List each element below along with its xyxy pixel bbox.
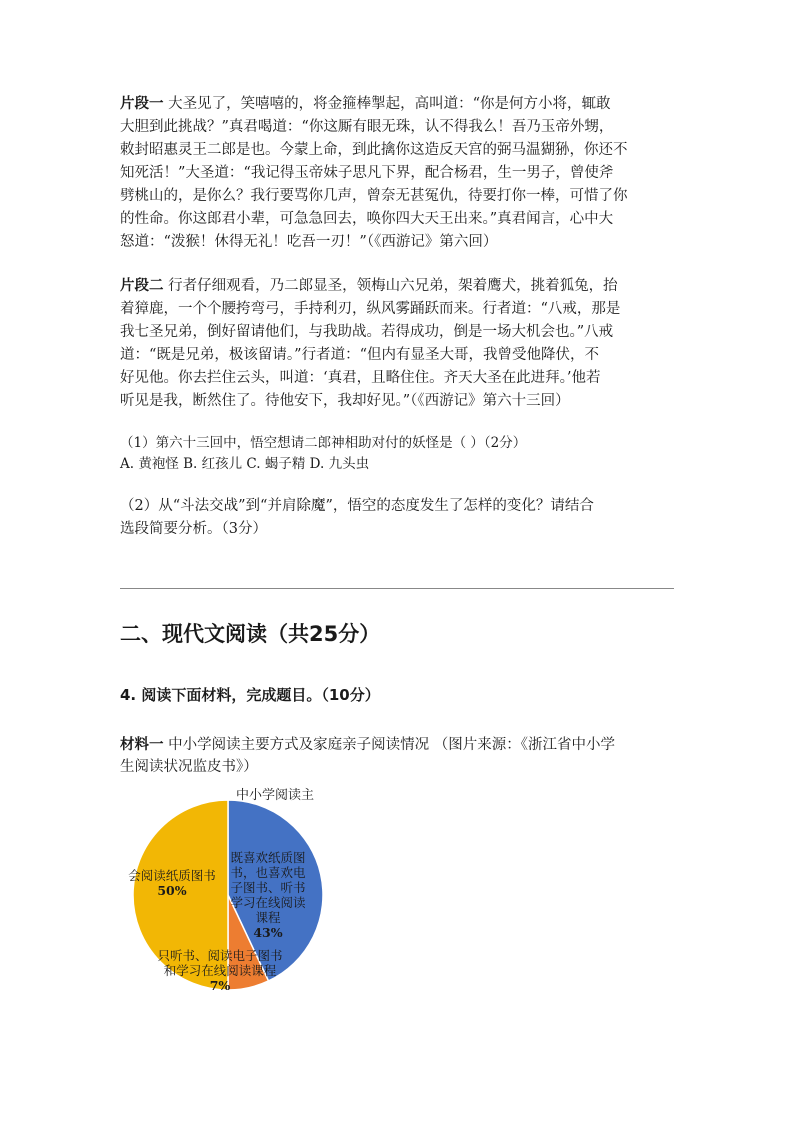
reading-passages [120,92,676,541]
fragment-one-label: 片段一 [120,95,164,112]
text-line: 怒道：“泼猴！休得无礼！吃吾一刃！”（《西游记》第六回） [120,234,498,250]
text-line: 知死活！”大圣道：“我记得玉帝妹子思凡下界，配合杨君，生一男子，曾使斧 [120,165,614,181]
text-line: 大圣见了，笑嘻嘻的，将金箍棒掣起，高叫道：“你是何方小将，辄敢 [163,96,611,112]
chart-title: 中小学阅读主 [236,788,315,803]
text-line: 好见他。你去拦住云头，叫道：‘真君，且略住住。齐天大圣在此进拜。’他若 [120,370,601,386]
fragment-two-label: 片段二 [120,277,164,294]
question-two [120,495,676,541]
question-one-stem: （1）第六十三回中，悟空想请二郎神相助对付的妖怪是（ ）（2分） [120,435,527,451]
text-line: 行者仔细观看，乃二郎显圣，领梅山六兄弟，架着鹰犬，挑着狐兔，抬 [163,278,618,294]
text-line: 劈桃山的，是你么？我行要骂你几声，曾奈无甚冤仇，待要打你一棒，可惜了你 [120,188,628,204]
reading-mode-pie-chart [110,800,350,1010]
question-one-options: A. 黄袍怪 B. 红孩儿 C. 蝎子精 D. 九头虫 [120,456,370,472]
text-line: 我七圣兄弟，倒好留请他们，与我助战。若得成功，倒是一场大机会也。”八戒 [120,324,614,340]
task-title: 4. 阅读下面材料，完成题目。（10分） [120,686,380,704]
text-line: 着獐鹿，一个个腰挎弯弓，手持利刃，纵风雾踊跃而来。行者道：“八戒，那是 [120,301,621,317]
text-line: 中小学阅读主要方式及家庭亲子阅读情况 （图片来源：《浙江省中小学 [163,737,615,753]
text-line: 听见是我，断然住了。待他安下，我却好见。”（《西游记》第六十三回） [120,393,570,409]
slice-label: 会阅读纸质图书 50% [128,868,216,898]
text-line: 道：“既是兄弟，极该留请。”行者道：“但内有显圣大哥，我曾受他降伏，不 [120,347,599,363]
material-one-label: 材料一 [120,736,164,753]
question-one [120,433,676,475]
text-line: 大胆到此挑战？”真君喝道：“你这厮有眼无珠，认不得我么！吾乃玉帝外甥， [120,119,614,135]
text-line: 的性命。你这郎君小辈，可急急回去，唤你四大天王出来。”真君闻言，心中大 [120,211,614,227]
text-line: 敕封昭惠灵王二郎是也。今蒙上命，到此擒你这造反天宫的弼马温猢狲，你还不 [120,142,628,158]
material-one [120,734,676,778]
question-two-line: 选段简要分析。（3分） [120,521,267,537]
slice-label: 只听书、阅读电子图书和学习在线阅读课程 7% [157,948,283,993]
fragment-one [120,92,676,254]
section-divider [120,588,674,589]
text-line: 生阅读状况监皮书》） [120,759,258,775]
slice-label: 既喜欢纸质图书，也喜欢电子图书、听书学习在线阅读课程 43% [230,850,306,940]
question-two-line: （2）从“斗法交战”到“并肩除魔”，悟空的态度发生了怎样的变化？请结合 [120,498,594,514]
section-title: 二、现代文阅读（共25分） [120,622,381,646]
fragment-two [120,274,676,413]
